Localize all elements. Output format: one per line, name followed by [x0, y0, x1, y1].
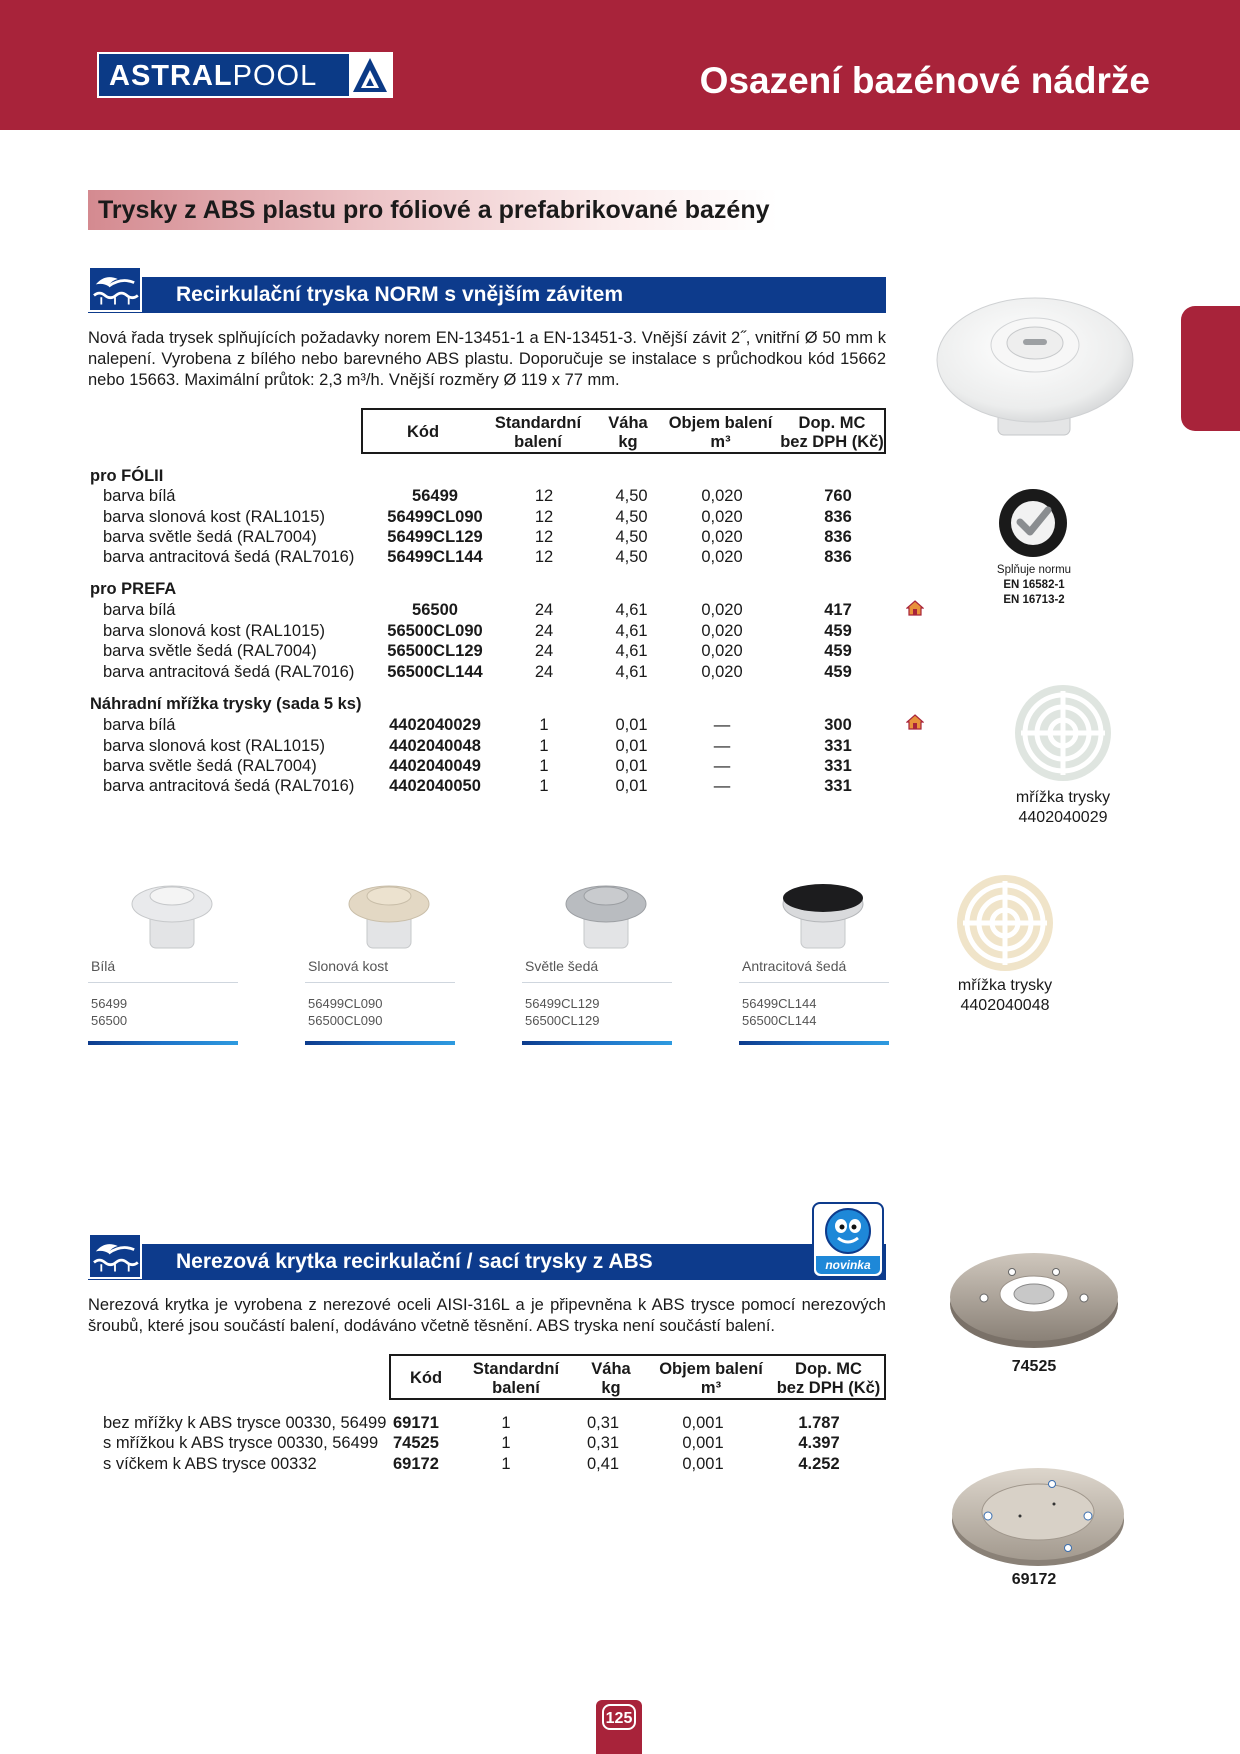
table-row: barva světle šedá (RAL7004) 56500CL129 24 4,61 0,020 459: [103, 642, 852, 661]
novinka-label: novinka: [816, 1256, 880, 1274]
certification-badge-icon: [998, 488, 1068, 558]
swatch-label: Světle šedá: [525, 958, 599, 974]
nozzle-white-icon: [122, 880, 222, 952]
nozzle-ivory-icon: [339, 880, 439, 952]
cover-with-grille-caption: 74525: [1011, 1358, 1057, 1375]
col-price-1: Dop. MC: [798, 414, 866, 432]
product2-table-header: Kód Standardní balení Váha kg Objem balení m³ Dop. MC bez DPH (Kč): [389, 1354, 886, 1400]
smiley-mascot-icon: [814, 1204, 882, 1256]
astralpool-logo: [97, 52, 393, 98]
certification-text: [990, 563, 1078, 608]
page-title: Osazení bazénové nádrže: [699, 60, 1150, 101]
swatch-light-grey: Světle šedá 56499CL129 56500CL129: [522, 880, 672, 1045]
page-number: 125: [602, 1704, 636, 1730]
table-row: barva světle šedá (RAL7004) 56499CL129 12 4,50 0,020 836: [103, 527, 852, 546]
table-row: barva světle šedá (RAL7004) 4402040049 1 0,01 — 331: [103, 756, 852, 775]
recirculation-wave-icon: [88, 266, 142, 312]
cover-with-grille-image: [946, 1242, 1122, 1352]
col-pack-1: Standardní: [494, 414, 582, 432]
group-heading: pro PREFA: [90, 580, 177, 599]
cover-with-cap-caption: 69172: [1011, 1571, 1057, 1588]
col-price-2: bez DPH (Kč): [780, 433, 884, 451]
swatch-label: Bílá: [91, 958, 116, 974]
swatch-label: Slonová kost: [308, 958, 389, 974]
grille-ivory-caption: mřížka trysky 4402040048: [957, 977, 1053, 1014]
grille-white-caption: mřížka trysky 4402040029: [1015, 789, 1111, 826]
recirculation-wave-icon: [88, 1233, 142, 1279]
table-row: barva bílá 4402040029 1 0,01 — 300: [90, 714, 934, 735]
group-heading: pro FÓLII: [90, 467, 164, 485]
grille-white-image: [1013, 683, 1113, 783]
section-title: Trysky z ABS plastu pro fóliové a prefabrikované bazény: [98, 196, 770, 224]
nozzle-light-grey-icon: [556, 880, 656, 952]
grille-ivory-image: [955, 873, 1055, 973]
table-row: barva antracitová šedá (RAL7016) 56500CL144 24 4,61 0,020 459: [103, 662, 852, 681]
col-code: Kód: [406, 423, 440, 441]
col-pack-2: balení: [514, 433, 562, 451]
table-row: s víčkem k ABS trysce 00332 69172 1 0,41 0,001 4.252: [103, 1454, 840, 1473]
logo-light: POOL: [232, 60, 318, 92]
table-row: barva antracitová šedá (RAL7016) 4402040050 1 0,01 — 331: [103, 777, 852, 796]
nozzle-anthracite-icon: [773, 880, 873, 952]
cert-line-1: Splňuje normu: [996, 564, 1072, 576]
logo-bold: ASTRAL: [109, 60, 233, 92]
group-heading: Náhradní mřížka trysky (sada 5 ks): [90, 694, 362, 713]
product2-heading: Nerezová krytka recirkulační / sací trysky z ABS: [88, 1244, 886, 1280]
norm-nozzle-image: [930, 295, 1140, 445]
table-row: barva bílá 56500 24 4,61 0,020 417: [90, 600, 934, 621]
chapter-side-tab: [1181, 306, 1240, 431]
table-row: barva antracitová šedá (RAL7016) 56499CL144 12 4,50 0,020 836: [103, 548, 852, 567]
product1-price-table: [90, 466, 934, 796]
product2-price-table: [103, 1413, 875, 1474]
product1-table-header: [361, 408, 886, 454]
cert-line-3: EN 16713-2: [1003, 594, 1065, 606]
swatch-anthracite: Antracitová šedá 56499CL144 56500CL144: [739, 880, 889, 1045]
logo-a-mark-icon: [349, 54, 391, 96]
novinka-badge: [812, 1202, 884, 1278]
table-row: s mřížkou k ABS trysce 00330, 56499 74525 1 0,31 0,001 4.397: [103, 1434, 840, 1453]
product1-description: Nová řada trysek splňujících požadavky norem EN-13451-1 a EN-13451-3. Vnější závit 2˝, vnitřní Ø 50 mm k nalepení. Vyrobena z bílého nebo barevného ABS plastu. Doporučuje se instalace s průchodkou kód 15662 nebo 15663. Maximální průtok: 2,3 m³/h. Vnější rozměry Ø 119 x 77 mm.: [88, 329, 886, 389]
table-row: barva slonová kost (RAL1015) 56499CL090 12 4,50 0,020 836: [103, 507, 852, 526]
col-volume-1: Objem balení: [668, 414, 773, 432]
house-icon: [906, 714, 924, 730]
table-row: bez mřížky k ABS trysce 00330, 56499 69171 1 0,31 0,001 1.787: [103, 1414, 840, 1432]
table-row: barva slonová kost (RAL1015) 56500CL090 24 4,61 0,020 459: [103, 622, 852, 641]
cert-line-2: EN 16582-1: [1003, 579, 1065, 591]
swatch-white: Bílá 56499 56500: [88, 880, 238, 1045]
swatch-label: Antracitová šedá: [742, 958, 847, 974]
product1-heading: Recirkulační tryska NORM s vnějším závitem: [88, 277, 886, 313]
product2-description: Nerezová krytka je vyrobena z nerezové oceli AISI-316L a je připevněna k ABS trysce pomocí nerezových šroubů, které jsou součástí balení, dodáváno včetně těsnění. ABS tryska není součástí balení.: [88, 1296, 886, 1335]
col-weight-1: Váha: [608, 414, 648, 432]
table-row: barva bílá 56499 12 4,50 0,020 760: [103, 487, 852, 506]
table-row: barva slonová kost (RAL1015) 4402040048 1 0,01 — 331: [103, 736, 852, 755]
col-volume-2: m³: [710, 433, 731, 451]
cover-with-cap-image: [948, 1460, 1128, 1570]
house-icon: [906, 600, 924, 616]
col-weight-2: kg: [618, 433, 638, 451]
swatch-ivory: Slonová kost 56499CL090 56500CL090: [305, 880, 455, 1045]
